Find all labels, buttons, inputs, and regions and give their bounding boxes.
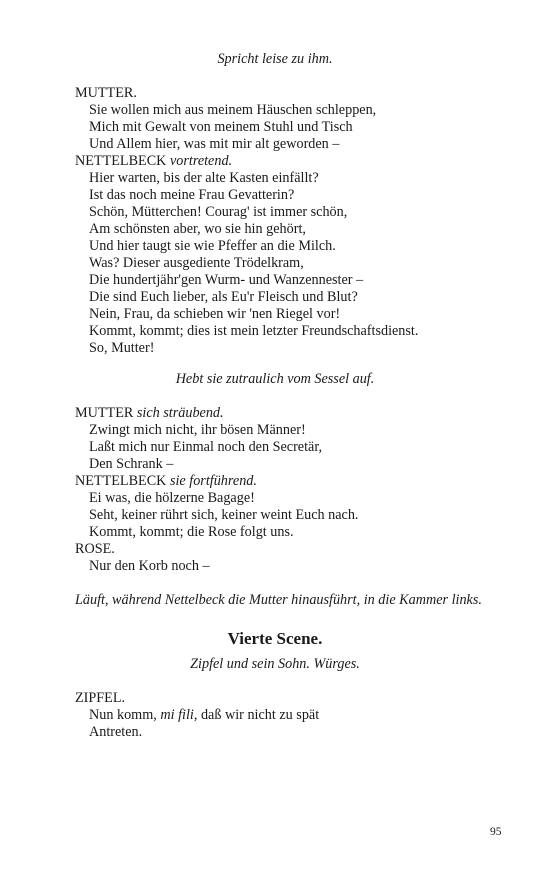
stage-direction xyxy=(75,592,482,609)
verse-line: Nein, Frau, da schieben wir 'nen Riegel vor! xyxy=(89,306,341,322)
verse-line: Hier warten, bis der alte Kasten einfällt? xyxy=(89,170,319,186)
speaker-direction: sich sträubend. xyxy=(136,405,224,421)
verse-line: Sie wollen mich aus meinem Häuschen schleppen, xyxy=(89,102,377,118)
speaker-line xyxy=(75,405,224,422)
verse-line: Schön, Mütterchen! Courag' ist immer schön, xyxy=(89,204,348,220)
speaker-name: ZIPFEL. xyxy=(75,690,126,706)
speaker-direction: sie fortführend. xyxy=(169,473,257,489)
verse-line: Kommt, kommt; die Rose folgt uns. xyxy=(89,524,294,540)
verse-line: Und Allem hier, was mit mir alt geworden – xyxy=(89,136,340,152)
verse-line: Am schönsten aber, wo sie hin gehört, xyxy=(89,221,306,237)
scene-persons xyxy=(0,656,550,673)
verse-line xyxy=(89,707,319,724)
verse-line: Zwingt mich nicht, ihr bösen Männer! xyxy=(89,422,306,438)
stage-direction xyxy=(0,371,550,388)
verse-text: daß wir nicht zu spät xyxy=(197,707,320,723)
stage-direction xyxy=(0,51,550,68)
verse-line: Kommt, kommt; dies ist mein letzter Freundschaftsdienst. xyxy=(89,323,419,339)
verse-line: Seht, keiner rührt sich, keiner weint Euch nach. xyxy=(89,507,359,523)
verse-line: Ei was, die hölzerne Bagage! xyxy=(89,490,255,506)
speaker-line xyxy=(75,473,257,490)
verse-line: Nur den Korb noch – xyxy=(89,558,210,574)
scene-persons-text: Zipfel und sein Sohn. Würges. xyxy=(190,656,360,672)
speaker-name: MUTTER. xyxy=(75,85,137,101)
stage-direction-text: Hebt sie zutraulich vom Sessel auf. xyxy=(175,371,375,387)
speaker-name: NETTELBECK xyxy=(75,473,167,489)
verse-line: So, Mutter! xyxy=(89,340,155,356)
verse-line: Die hundertjähr'gen Wurm- und Wanzennester – xyxy=(89,272,364,288)
verse-line: Mich mit Gewalt von meinem Stuhl und Tisch xyxy=(89,119,353,135)
speaker-name: ROSE. xyxy=(75,541,115,557)
speaker-direction: vortretend. xyxy=(169,153,233,169)
scene-heading: Vierte Scene. xyxy=(227,629,323,648)
page-number: 95 xyxy=(490,826,502,838)
stage-direction-text: Läuft, während Nettelbeck die Mutter hinausführt, in die Kammer links. xyxy=(75,592,482,608)
verse-line: Und hier taugt sie wie Pfeffer an die Milch. xyxy=(89,238,336,254)
speaker-name: NETTELBECK xyxy=(75,153,167,169)
verse-line: Die sind Euch lieber, als Eu'r Fleisch und Blut? xyxy=(89,289,358,305)
stage-direction-text: Spricht leise zu ihm. xyxy=(217,51,333,67)
verse-text: Nun komm, xyxy=(89,707,161,723)
verse-line: Laßt mich nur Einmal noch den Secretär, xyxy=(89,439,323,455)
speaker-name: MUTTER xyxy=(75,405,134,421)
verse-latin: mi fili, xyxy=(160,707,198,723)
verse-line: Den Schrank – xyxy=(89,456,174,472)
verse-line: Was? Dieser ausgediente Trödelkram, xyxy=(89,255,304,271)
verse-line: Antreten. xyxy=(89,724,143,740)
verse-line: Ist das noch meine Frau Gevatterin? xyxy=(89,187,295,203)
speaker-line xyxy=(75,153,232,170)
